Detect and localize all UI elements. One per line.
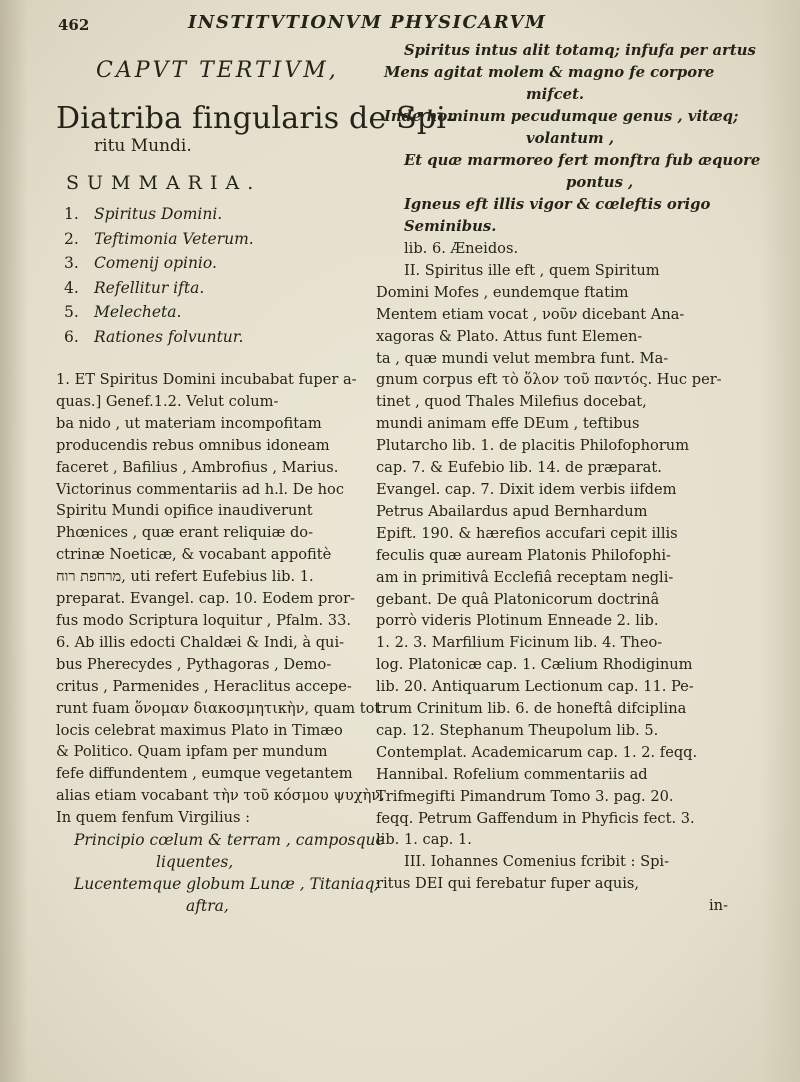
text-line: 6. Ab illis edocti Chaldæi & Indi, à qui- — [56, 633, 345, 651]
text-line: log. Platonicæ cap. 1. Cælium Rhodiginum — [376, 656, 693, 674]
left-paragraph — [56, 369, 385, 829]
text-line: gnum corpus eft τὸ ὅλον τοῦ παντός. Huc per- — [376, 371, 722, 389]
text-line: fefe diffundentem , eumque vegetantem — [56, 765, 353, 783]
text-line: In quem fenfum Virgilius : — [56, 809, 251, 827]
text-line: in- — [709, 897, 728, 915]
text-line: trum Crinitum lib. 6. de honeftâ difciplina — [376, 700, 687, 718]
lib-reference: lib. 6. Æneidos. — [404, 240, 519, 257]
page-header — [0, 4, 800, 38]
verse-line: pontus , — [566, 174, 634, 191]
diatriba-title: Diatriba fingularis de Spi- — [56, 101, 457, 136]
text-line: III. Iohannes Comenius fcribit : Spi- — [404, 853, 670, 871]
virgil-verse-continued — [376, 40, 761, 238]
text-line: runt fuam ὅνομαν διακοσμητικὴν, quam tot — [56, 699, 381, 717]
text-line: locis celebrat maximus Plato in Timæo — [56, 721, 343, 739]
verse-line: volantum , — [526, 130, 614, 147]
text-line: feculis quæ auream Platonis Philofophi- — [376, 546, 671, 564]
text-line: Spiritu Mundi opifice inaudiverunt — [56, 502, 313, 520]
diatriba-subtitle: ritu Mundi. — [94, 136, 192, 156]
summary-text: Rationes folvuntur. — [94, 327, 244, 346]
text-line: Domini Mofes , eundemque ftatim — [376, 283, 629, 301]
text-line: ritus DEI qui ferebatur fuper aquis, — [376, 875, 640, 893]
text-line: lib. 20. Antiquarum Lectionum cap. 11. Pe- — [376, 678, 694, 696]
text-line: Mentem etiam vocat , νοῦν dicebant Ana- — [376, 305, 685, 323]
text-line: Trifmegifti Pimandrum Tomo 3. pag. 20. — [376, 787, 674, 805]
gutter-shadow — [0, 0, 28, 1082]
right-column — [376, 40, 761, 917]
summary-item — [56, 251, 376, 276]
text-line: Petrus Abailardus apud Bernhardum — [376, 502, 648, 520]
text-line: feqq. Petrum Gaffendum in Phyficis fect. 3. — [376, 809, 695, 827]
text-line: Evangel. cap. 7. Dixit idem verbis iifdem — [376, 480, 677, 498]
verse-line: aftra, — [186, 897, 229, 916]
text-line: lib. 1. cap. 1. — [376, 831, 472, 849]
summary-number: 4. — [64, 278, 79, 297]
verse-line: Inde hominum pecudumque genus , vitæq; — [384, 108, 739, 125]
verse-line: Lucentemque globum Lunæ , Titaniaq; — [74, 875, 380, 894]
summary-number: 2. — [64, 229, 79, 248]
verse-line: mifcet. — [526, 86, 585, 103]
text-line: cap. 7. & Eufebio lib. 14. de præparat. — [376, 459, 662, 477]
summary-number: 5. — [64, 303, 79, 321]
text-line: faceret , Bafilius , Ambrofius , Marius. — [56, 458, 339, 476]
text-line: tinet , quod Thales Milefius docebat, — [376, 393, 647, 411]
text-line: II. Spiritus ille eft , quem Spiritum — [404, 261, 660, 279]
text-line: 1. ET Spiritus Domini incubabat fuper a- — [56, 371, 357, 388]
summary-list — [56, 202, 376, 349]
verse-line: Mens agitat molem & magno fe corpore — [384, 64, 715, 81]
text-line: ta , quæ mundi velut membra funt. Ma- — [376, 349, 669, 367]
summary-item — [56, 202, 376, 227]
text-line: critus , Parmenides , Heraclitus accepe- — [56, 677, 352, 695]
summary-item — [56, 300, 376, 325]
summary-item — [56, 276, 376, 301]
text-line: Epift. 190. & hærefios accufari cepit illis — [376, 524, 678, 542]
verse-line: Spiritus intus alit totamq; infufa per artus — [404, 42, 756, 59]
text-line: ctrinæ Noeticæ, & vocabant appofitè — [56, 546, 332, 564]
text-line: Plutarcho lib. 1. de placitis Philofophorum — [376, 437, 690, 455]
text-line: alias etiam vocabant τὴν τοῦ κόσμου ψυχὴν. — [56, 787, 385, 805]
verse-line: Seminibus. — [404, 218, 497, 235]
text-line: מרחפת רוח, uti refert Eufebius lib. 1. — [56, 568, 314, 586]
verse-line: Principio cœlum & terram , camposque — [74, 831, 385, 850]
text-line: Victorinus commentariis ad h.l. De hoc — [56, 480, 345, 498]
summary-number: 1. — [64, 205, 79, 223]
text-line: Hannibal. Rofelium commentariis ad — [376, 765, 648, 783]
edge-shadow — [760, 0, 800, 1082]
virgil-verse — [56, 829, 385, 917]
text-line: mundi animam effe DEum , teftibus — [376, 415, 640, 433]
text-line: am in primitivâ Ecclefiâ receptam negli- — [376, 568, 674, 586]
text-line: & Politico. Quam ipfam per mundum — [56, 743, 328, 761]
page-number: 462 — [58, 16, 90, 34]
running-head: INSTITVTIONVM PHYSICARVM — [188, 12, 547, 33]
verse-line: liquentes, — [156, 853, 234, 872]
summary-text: Spiritus Domini. — [94, 205, 223, 223]
text-line: quas.] Genef.1.2. Velut colum- — [56, 392, 279, 410]
text-line: porrò videris Plotinum Enneade 2. lib. — [376, 612, 659, 630]
summary-item — [56, 325, 376, 350]
verse-line: Et quæ marmoreo fert monftra fub æquore — [404, 152, 761, 169]
text-line: Phœnices , quæ erant reliquiæ do- — [56, 524, 314, 542]
text-line: cap. 12. Stephanum Theupolum lib. 5. — [376, 721, 659, 739]
summaria-heading: SUMMARIA. — [66, 172, 262, 194]
summary-number: 3. — [64, 254, 79, 272]
chapter-title: CAPVT TERTIVM, — [96, 58, 339, 83]
text-line: bus Pherecydes , Pythagoras , Demo- — [56, 655, 332, 673]
text-line: gebant. De quâ Platonicorum doctrinâ — [376, 590, 660, 608]
text-line: ba nido , ut materiam incompofitam — [56, 414, 322, 432]
text-line: producendis rebus omnibus idoneam — [56, 436, 330, 454]
verse-line: Igneus eft illis vigor & cœleftis origo — [404, 196, 711, 213]
right-paragraph — [376, 260, 728, 917]
text-line: Contemplat. Academicarum cap. 1. 2. feqq. — [376, 743, 698, 761]
summary-text: Comenij opinio. — [94, 254, 217, 272]
text-line: 1. 2. 3. Marfilium Ficinum lib. 4. Theo- — [376, 634, 663, 652]
text-line: preparat. Evangel. cap. 10. Eodem pror- — [56, 590, 355, 608]
text-line: xagoras & Plato. Attus funt Elemen- — [376, 327, 643, 345]
summary-item — [56, 227, 376, 252]
summary-number: 6. — [64, 327, 79, 346]
summary-text: Refellitur ifta. — [94, 278, 205, 297]
text-line: fus modo Scriptura loquitur , Pfalm. 33. — [56, 611, 351, 629]
summary-text: Melecheta. — [94, 303, 182, 321]
summary-text: Teftimonia Veterum. — [94, 229, 254, 248]
